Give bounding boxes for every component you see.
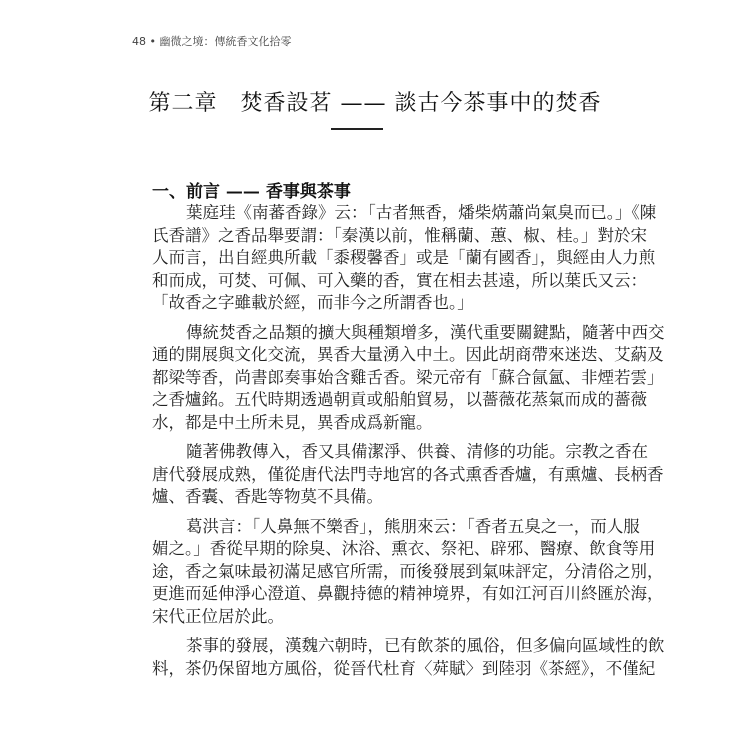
body-text — [152, 202, 665, 687]
paragraph — [152, 635, 665, 680]
text-line: 唐代發展成熟，僅從唐代法門寺地宮的各式熏香香爐，有熏爐、長柄香 — [152, 464, 664, 484]
text-line: 水，都是中土所未見，異香成爲新寵。 — [152, 412, 433, 432]
text-line: 爐、香囊、香匙等物莫不具備。 — [152, 487, 383, 506]
text-line: 隨著佛教傳入，香又具備潔淨、供養、清修的功能。宗教之香在 — [186, 442, 648, 461]
text-line: 更進而延伸淨心澄道、鼻觀持德的精神境界，有如江河百川終匯於海， — [152, 584, 664, 603]
text-line: 氏香譜》之香品舉要謂：「秦漢以前，惟稱蘭、蕙、椒、桂。」對於宋 — [152, 225, 647, 245]
text-line: 葉庭珪《南蕃香錄》云：「古者無香，燔柴焫蕭尚氣臭而已。」《陳 — [186, 203, 657, 222]
text-line: 料，茶仍保留地方風俗，從晉代杜育〈荈賦〉到陸羽《茶經》，不僅紀 — [152, 658, 656, 678]
paragraph — [152, 202, 657, 315]
chapter-title: 第二章 焚香設茗 —— 談古今茶事中的焚香 — [148, 91, 602, 116]
title-rule — [331, 128, 383, 130]
text-line: 通的開展與文化交流，異香大量湧入中土。因此胡商帶來迷迭、艾蒳及 — [152, 345, 664, 364]
text-line: 傳統焚香之品類的擴大與種類增多，漢代重要關鍵點，隨著中西交 — [186, 322, 665, 342]
text-line: 媚之。」香從早期的除臭、沐浴、熏衣、祭祀、辟邪、醫療、飲食等用 — [152, 539, 656, 558]
text-line: 葛洪言：「人鼻無不樂香」，熊朋來云：「香者五臭之一，而人服 — [186, 516, 640, 536]
text-line: 和而成，可焚、可佩、可入藥的香，實在相去甚遠，所以葉氏又云： — [152, 270, 647, 290]
paragraph — [152, 441, 664, 509]
paragraph — [152, 516, 664, 629]
section-heading: 一、前言 —— 香事與茶事 — [152, 182, 351, 202]
text-line: 「故香之字雖載於經，而非今之所謂香也。」 — [152, 293, 474, 312]
text-line: 都梁等香，尚書郎奏事始含雞舌香。梁元帝有「蘇合氤氳、非煙若雲」 — [152, 367, 664, 387]
text-line: 人而言，出自經典所載「黍稷馨香」或是「蘭有國香」，與經由人力煎 — [152, 248, 656, 267]
text-line: 宋代正位居於此。 — [152, 606, 284, 626]
text-line: 途，香之氣味最初滿足感官所需，而後發展到氣味評定，分清俗之別， — [152, 561, 664, 581]
paragraph — [152, 322, 665, 435]
running-head: 48 • 幽微之境：傳統香文化拾零 — [132, 35, 292, 48]
text-line: 茶事的發展，漢魏六朝時，已有飲茶的風俗，但多偏向區域性的飲 — [186, 636, 665, 655]
text-line: 之香爐銘。五代時期透過朝貢或船舶貿易，以薔薇花蒸氣而成的薔薇 — [152, 390, 647, 409]
